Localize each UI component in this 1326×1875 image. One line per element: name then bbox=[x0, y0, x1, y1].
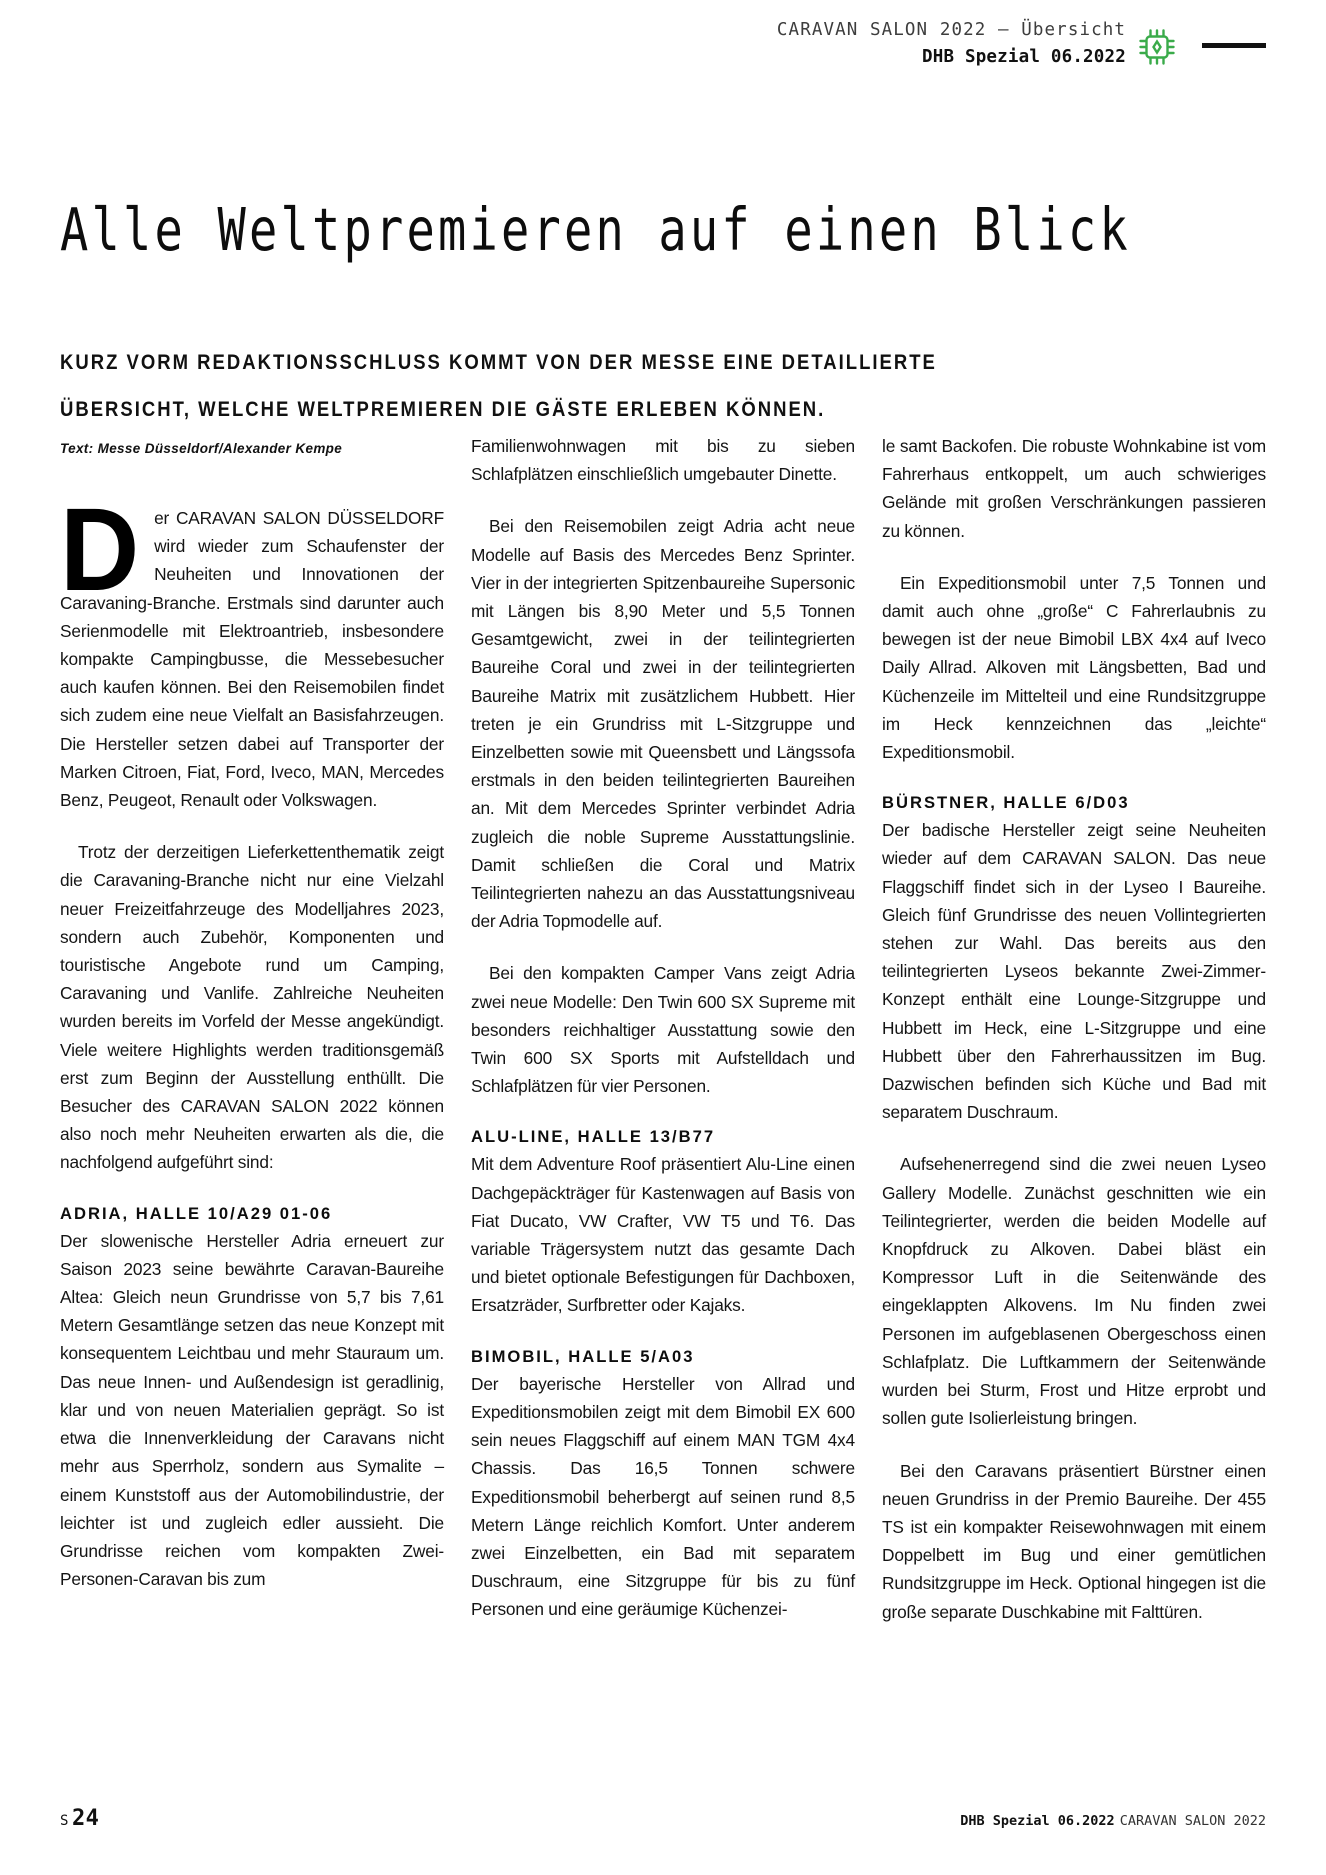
column-3 bbox=[882, 432, 1266, 1722]
running-head bbox=[777, 18, 1266, 73]
section-heading-bimobil: BIMOBIL, HALLE 5/A03 bbox=[471, 1346, 695, 1366]
folio-prefix: S bbox=[60, 1813, 69, 1829]
paragraph: Bei den kompakten Camper Vans zeigt Adria zwei neue Modelle: Den Twin 600 SX Supreme mit besonders reichhaltiger Ausstattung sowie den Twin 600 SX Sports mit Aufstelldach und Schlafplätzen für vier Personen. bbox=[471, 963, 855, 1097]
page-number: 24 bbox=[71, 1806, 100, 1831]
paragraph-text: er CARAVAN SALON DÜSSELDORF wird wieder zum Schaufenster der Neuheiten und Innovationen der Caravaning-Branche. Erstmals sind darunter auch Serienmodelle mit Elektroantrieb, insbesondere kompakte Campingbusse, die Messebesucher auch kaufen können. Bei den Reisemobilen findet sich zudem eine neue Vielfalt an Basisfahrzeugen. Die Hersteller setzen dabei auf Transporter der Marken Citroen, Fiat, Ford, Iveco, MAN, Mercedes Benz, Peugeot, Renault oder Volkswagen. bbox=[60, 508, 444, 811]
paragraph bbox=[60, 484, 444, 814]
footer-issue: DHB Spezial 06.2022 bbox=[960, 1813, 1115, 1829]
paragraph: Ein Expeditionsmobil unter 7,5 Tonnen und damit auch ohne „große“ C Fahrerlaubnis zu bewegen ist der neue Bimobil LBX 4x4 auf Iveco Daily Allrad. Alkoven mit Längsbetten, Bad und Küchenzeile im Mittelteil und eine Rundsitzgruppe im Heck kennzeichnen das „leichte“ Expeditionsmobil. bbox=[882, 572, 1266, 763]
footer-event: CARAVAN SALON 2022 bbox=[1119, 1813, 1266, 1829]
chip-icon bbox=[1136, 26, 1178, 73]
paragraph: Bei den Caravans präsentiert Bürstner einen neuen Grundriss in der Premio Baureihe. Der 455 TS ist ein kompakter Reisewohnwagen mit einem Doppelbett im Bug und einer gemütlichen Rundsitzgruppe im Heck. Optional hingegen ist die große separate Duschkabine mit Falttüren. bbox=[882, 1460, 1266, 1622]
article-deck: KURZ VORM REDAKTIONSSCHLUSS KOMMT VON DER MESSE EINE DETAILLIERTE ÜBERSICHT, WELCHE WELTPREMIEREN DIE GÄSTE ERLEBEN KÖNNEN. bbox=[60, 349, 937, 421]
page-footer bbox=[60, 1806, 1266, 1831]
paragraph: Aufsehenerregend sind die zwei neuen Lyseo Gallery Modelle. Zunächst geschnitten wie ein Teilintegrierter, werden die beiden Modelle auf Knopfdruck zu Alkoven. Dabei bläst ein Kompressor Luft in die Seitenwände des eingeklappten Alkovens. Im Nu finden zwei Personen im aufgeblasenen Obergeschoss einen Schlafplatz. Die Luftkammern der Seitenwände wurden bei Sturm, Frost und Hitze erprobt und sollen gute Isolierleistung bringen. bbox=[882, 1154, 1266, 1429]
paragraph: Der slowenische Hersteller Adria erneuert zur Saison 2023 seine bewährte Caravan-Baureihe Altea: Gleich neun Grundrisse von 5,7 bis 7,61 Metern Gesamtlänge setzen das neue Konzept mit konsequentem Leichtbau und mehr Stauraum um. Das neue Innen- und Außendesign ist geradlinig, klar und von neuen Materialien geprägt. So ist etwa die Innenverkleidung der Caravans nicht mehr aus Sperrholz, sondern aus Symalite – einem Kunststoff aus der Automobilindustrie, der leichter ist und zugleich edler aussieht. Die Grundrisse reichen vom kompakten Zwei-Personen-Caravan bis zum bbox=[60, 1230, 444, 1590]
running-head-text bbox=[777, 18, 1126, 67]
paragraph: Trotz der derzeitigen Lieferkettenthematik zeigt die Caravaning-Branche nicht nur eine Vielzahl neuer Freizeitfahrzeuge des Modelljahres 2023, sondern auch Zubehör, Komponenten und touristische Angebote rund um Camping, Caravaning und Vanlife. Zahlreiche Neuheiten wurden bereits im Vorfeld der Messe angekündigt. Viele weitere Highlights werden traditionsgemäß erst zum Beginn der Ausstellung enthüllt. Die Besucher des CARAVAN SALON 2022 können also noch mehr Neuheiten erwarten als die, die nachfolgend aufgeführt sind: bbox=[60, 842, 444, 1173]
article-columns bbox=[60, 432, 1266, 1722]
running-head-title: CARAVAN SALON 2022 – Übersicht bbox=[776, 20, 1126, 40]
section-heading-adria: ADRIA, HALLE 10/A29 01-06 bbox=[60, 1203, 333, 1223]
header-rule bbox=[1202, 43, 1266, 48]
running-head-issue: DHB Spezial 06.2022 bbox=[922, 47, 1126, 67]
paragraph: Bei den Reisemobilen zeigt Adria acht neue Modelle auf Basis des Mercedes Benz Sprinter. Vier in der integrierten Spitzenbaureihe Supersonic mit Längen bis 8,90 Meter und 5,5 Tonnen Gesamtgewicht, zwei in der teilintegrierten Baureihe Coral und zwei in der teilintegrierten Baureihe Matrix mit zusätzlichem Hubbett. Hier treten je ein Grundriss mit L-Sitzgruppe und Einzelbetten sowie mit Queensbett und Längssofa erstmals in den beiden teilintegrierten Baureihen an. Mit dem Mercedes Sprinter verbindet Adria zugleich die noble Supreme Ausstattungslinie. Damit schließen die Coral und Matrix Teilintegrierten nahezu an das Ausstattungsniveau der Adria Topmodelle auf. bbox=[471, 516, 855, 932]
footer-issue-line bbox=[960, 1813, 1266, 1829]
paragraph: Familienwohnwagen mit bis zu sieben Schlafplätzen einschließlich umgebauter Dinette. bbox=[471, 436, 855, 485]
paragraph: Der bayerische Hersteller von Allrad und Expeditionsmobilen zeigt mit dem Bimobil EX 600 sein neues Flaggschiff auf einem MAN TGM 4x4 Chassis. Das 16,5 Tonnen schwere Expeditionsmobil beherbergt auf seinen rund 8,5 Metern Länge reichlich Komfort. Unter anderem zwei Einzelbetten, ein Bad mit separatem Duschraum, eine Sitzgruppe für bis zu fünf Personen und eine geräumige Küchenzei- bbox=[471, 1373, 855, 1620]
column-2 bbox=[471, 432, 855, 1722]
paragraph: Mit dem Adventure Roof präsentiert Alu-Line einen Dachgepäckträger für Kastenwagen auf Basis von Fiat Ducato, VW Crafter, VW T5 und T6. Das variable Trägersystem nutzt das gesamte Dach und bietet optionale Befestigungen für Dachboxen, Ersatzräder, Surfbretter oder Kajaks. bbox=[471, 1154, 855, 1316]
drop-cap: D bbox=[60, 484, 140, 616]
column-1 bbox=[60, 432, 444, 1722]
byline: Text: Messe Düsseldorf/Alexander Kempe bbox=[60, 441, 343, 456]
paragraph: le samt Backofen. Die robuste Wohnkabine ist vom Fahrerhaus entkoppelt, um auch schwieriges Gelände mit großen Verschränkungen passieren zu können. bbox=[882, 436, 1266, 541]
page-title: Alle Weltpremieren auf einen Blick bbox=[60, 196, 1131, 265]
section-heading-aluline: ALU-LINE, HALLE 13/B77 bbox=[471, 1127, 716, 1147]
paragraph: Der badische Hersteller zeigt seine Neuheiten wieder auf dem CARAVAN SALON. Das neue Flaggschiff findet sich in der Lyseo I Baureihe. Gleich fünf Grundrisse des neuen Vollintegrierten stehen zur Wahl. Das bereits aus den teilintegrierten Lyseos bekannte Zwei-Zimmer-Konzept enthält eine Lounge-Sitzgruppe und Hubbett im Heck, eine L-Sitzgruppe und eine Hubbett über den Fahrerhaussitzen im Bug. Dazwischen befinden sich Küche und Bad mit separatem Duschraum. bbox=[882, 820, 1266, 1123]
section-heading-buerstner: BÜRSTNER, HALLE 6/D03 bbox=[882, 793, 1130, 813]
folio bbox=[60, 1806, 99, 1831]
